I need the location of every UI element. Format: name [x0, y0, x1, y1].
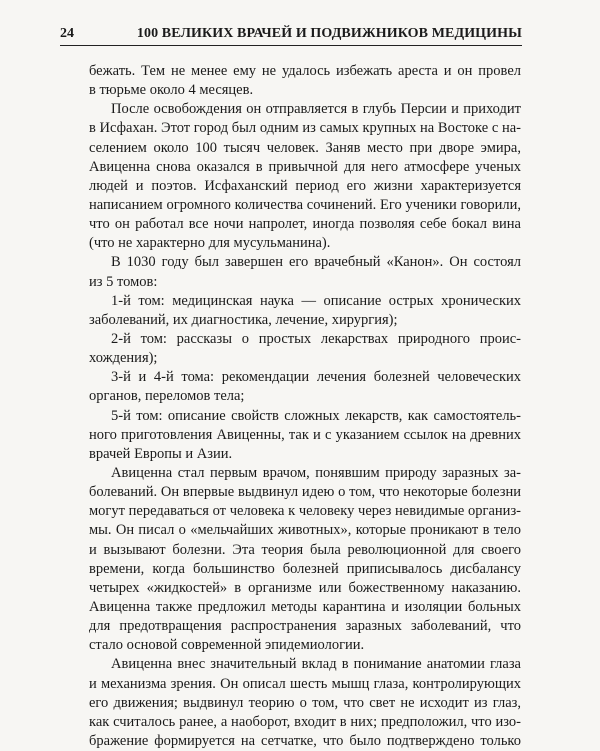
- text-line: заболеваний, их диагностика, лечение, хирургия);: [89, 311, 398, 328]
- page-number: 24: [60, 26, 74, 41]
- text-line: в Исфахан. Этот город был одним из самых крупных на Востоке с на-: [89, 120, 521, 137]
- text-line: и вызывают болезни. Эта теория была революционной для своего: [89, 541, 521, 558]
- text-line: Авиценна также предложил методы карантина и изоляции больных: [89, 598, 521, 615]
- text-line: что он работал все ночи напролет, иногда позволяя себе бокал вина: [89, 216, 521, 233]
- text-line: болеваний. Он впервые выдвинул идею о том, что некоторые болезни: [89, 484, 521, 501]
- text-line: Авиценна стал первым врачом, понявшим природу заразных за-: [111, 464, 521, 481]
- text-line: четырех «жидкостей» в организме или божественному наказанию.: [89, 579, 521, 596]
- text-line: Авиценна снова оказался в привычной для него атмосфере ученых: [89, 158, 521, 175]
- page-body: [89, 62, 521, 751]
- text-line: органов, переломов тела;: [89, 388, 245, 405]
- text-line: В 1030 году был завершен его врачебный «Канон». Он состоял: [111, 254, 521, 271]
- text-line: как считалось ранее, а наоборот, входит в них; предположил, что изо-: [89, 713, 521, 730]
- header-rule: [60, 45, 522, 46]
- text-line: написанием огромного количества сочинений. Его ученики говорили,: [89, 196, 521, 213]
- text-line: бражение формируется на сетчатке, что было подтверждено только: [89, 732, 521, 749]
- text-line: 5-й том: описание свойств сложных лекарств, как самостоятель-: [111, 407, 521, 424]
- running-title: 100 ВЕЛИКИХ ВРАЧЕЙ И ПОДВИЖНИКОВ МЕДИЦИНЫ: [136, 26, 522, 41]
- text-line: 2-й том: рассказы о простых лекарствах природного проис-: [111, 330, 521, 347]
- text-line: ного приготовления Авиценны, так и с указанием ссылок на древних: [89, 426, 521, 443]
- running-header: [60, 26, 522, 42]
- text-line: хождения);: [89, 350, 158, 367]
- text-line: (что не характерно для мусульманина).: [89, 235, 331, 252]
- text-line: из 5 томов:: [89, 273, 158, 290]
- text-line: людей и поэтов. Исфаханский период его жизни характеризуется: [89, 177, 521, 194]
- text-line: бежать. Тем не менее ему не удалось избежать ареста и он провел: [89, 63, 521, 79]
- text-line: его движения; выдвинул теорию о том, что свет не исходит из глаз,: [89, 694, 521, 711]
- text-line: врачей Европы и Азии.: [89, 445, 233, 462]
- text-line: стало основой современной эпидемиологии.: [89, 637, 365, 654]
- text-line: времени, когда большинство болезней приписывалось дисбалансу: [89, 560, 521, 577]
- text-line: Авиценна внес значительный вклад в понимание анатомии глаза: [111, 656, 521, 673]
- text-line: После освобождения он отправляется в глубь Персии и приходит: [111, 101, 521, 118]
- text-line: и механизма зрения. Он описал шесть мышц глаза, контролирующих: [89, 675, 521, 692]
- text-line: 3-й и 4-й тома: рекомендации лечения болезней человеческих: [111, 369, 521, 386]
- text-line: могут передаваться от человека к человеку через невидимые организ-: [89, 503, 521, 520]
- text-line: селением около 100 тысяч человек. Заняв место при дворе эмира,: [89, 139, 521, 156]
- text-line: 1-й том: медицинская наука — описание острых хронических: [111, 292, 521, 309]
- text-line: мы. Он писал о «мельчайших животных», которые проникают в тело: [89, 522, 521, 539]
- text-line: для предотвращения распространения заразных заболеваний, что: [89, 618, 521, 635]
- text-line: в тюрьме около 4 месяцев.: [89, 82, 254, 99]
